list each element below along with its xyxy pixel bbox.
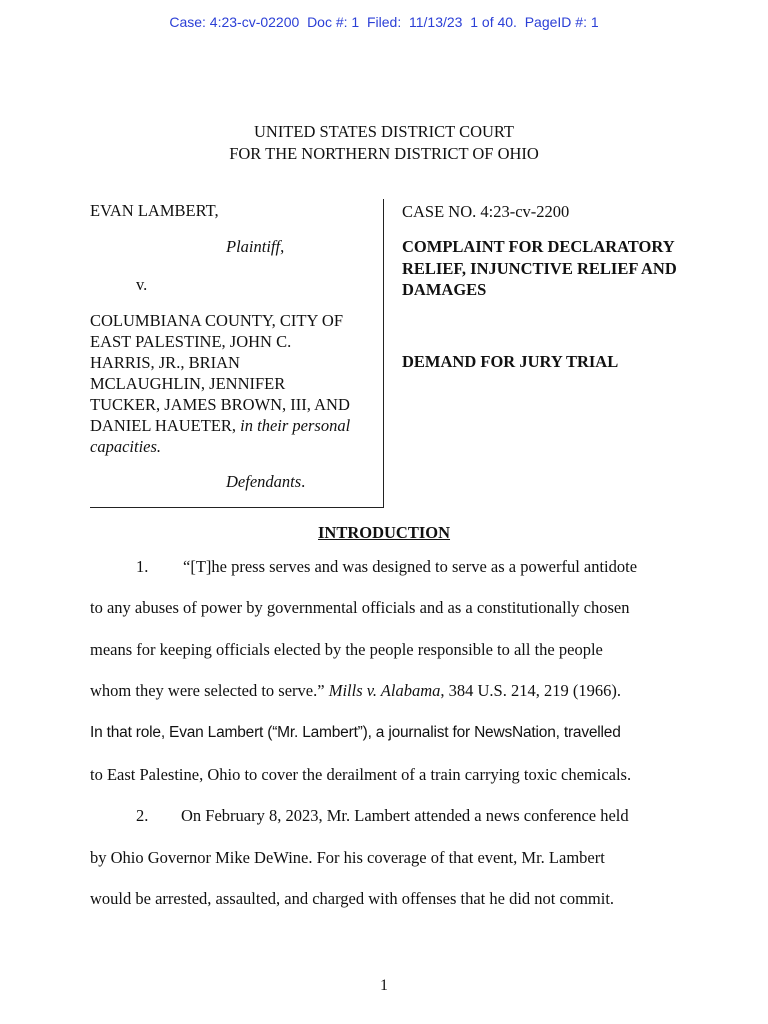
defendants-line: capacities. xyxy=(90,437,162,456)
defendants-line: COLUMBIANA COUNTY, CITY OF xyxy=(90,311,344,330)
paragraph-line: to any abuses of power by governmental officials and as a constitutionally chosen xyxy=(90,598,630,617)
caption-divider-horizontal xyxy=(90,507,384,508)
complaint-title-line: DAMAGES xyxy=(402,280,487,299)
defendants-line: EAST PALESTINE, JOHN C. xyxy=(90,332,292,351)
defendants-line: TUCKER, JAMES BROWN, III, AND xyxy=(90,395,350,414)
paragraph-number: 1. xyxy=(136,557,149,576)
paragraph-line: “[T]he press serves and was designed to serve as a powerful antidote xyxy=(183,557,638,576)
page-number: 1 xyxy=(380,977,388,994)
case-header-stamp: Case: 4:23-cv-02200 Doc #: 1 Filed: 11/13/23 1 of 40. PageID #: 1 xyxy=(169,14,599,30)
defendants-line: MCLAUGHLIN, JENNIFER xyxy=(90,374,286,393)
case-number: CASE NO. 4:23-cv-2200 xyxy=(402,202,570,221)
paragraph-line: to East Palestine, Ohio to cover the derailment of a train carrying toxic chemicals. xyxy=(90,765,632,784)
paragraph-line: On February 8, 2023, Mr. Lambert attended a news conference held xyxy=(181,806,629,825)
versus: v. xyxy=(136,275,148,294)
court-name: UNITED STATES DISTRICT COURT xyxy=(253,122,514,141)
section-heading: INTRODUCTION xyxy=(317,523,451,542)
paragraph-line: means for keeping officials elected by the people responsible to all the people xyxy=(90,640,603,659)
paragraph-line: In that role, Evan Lambert (“Mr. Lambert”), a journalist for NewsNation, travelled xyxy=(90,724,621,741)
complaint-title-line: COMPLAINT FOR DECLARATORY xyxy=(402,237,675,256)
paragraph-line: would be arrested, assaulted, and charged with offenses that he did not commit. xyxy=(90,889,615,908)
complaint-title xyxy=(402,236,732,301)
paragraph-line: by Ohio Governor Mike DeWine. For his coverage of that event, Mr. Lambert xyxy=(90,848,605,867)
defendants-line: DANIEL HAUETER, in their personal xyxy=(90,416,351,435)
paragraph-number: 2. xyxy=(136,806,149,825)
complaint-title-line: RELIEF, INJUNCTIVE RELIEF AND xyxy=(402,258,677,278)
plaintiff-name: EVAN LAMBERT, xyxy=(90,201,219,220)
defendants-role: Defendants. xyxy=(226,472,306,491)
plaintiff-role: Plaintiff, xyxy=(226,237,285,256)
court-district: FOR THE NORTHERN DISTRICT OF OHIO xyxy=(229,144,539,163)
paragraph-line: whom they were selected to serve.” Mills v. Alabama, 384 U.S. 214, 219 (1966). xyxy=(90,681,621,700)
defendants-list xyxy=(90,310,380,457)
caption-divider-vertical xyxy=(383,199,384,508)
defendants-line: HARRIS, JR., BRIAN xyxy=(90,353,240,372)
case-citation: Mills v. Alabama xyxy=(328,681,441,700)
jury-demand: DEMAND FOR JURY TRIAL xyxy=(402,352,619,371)
